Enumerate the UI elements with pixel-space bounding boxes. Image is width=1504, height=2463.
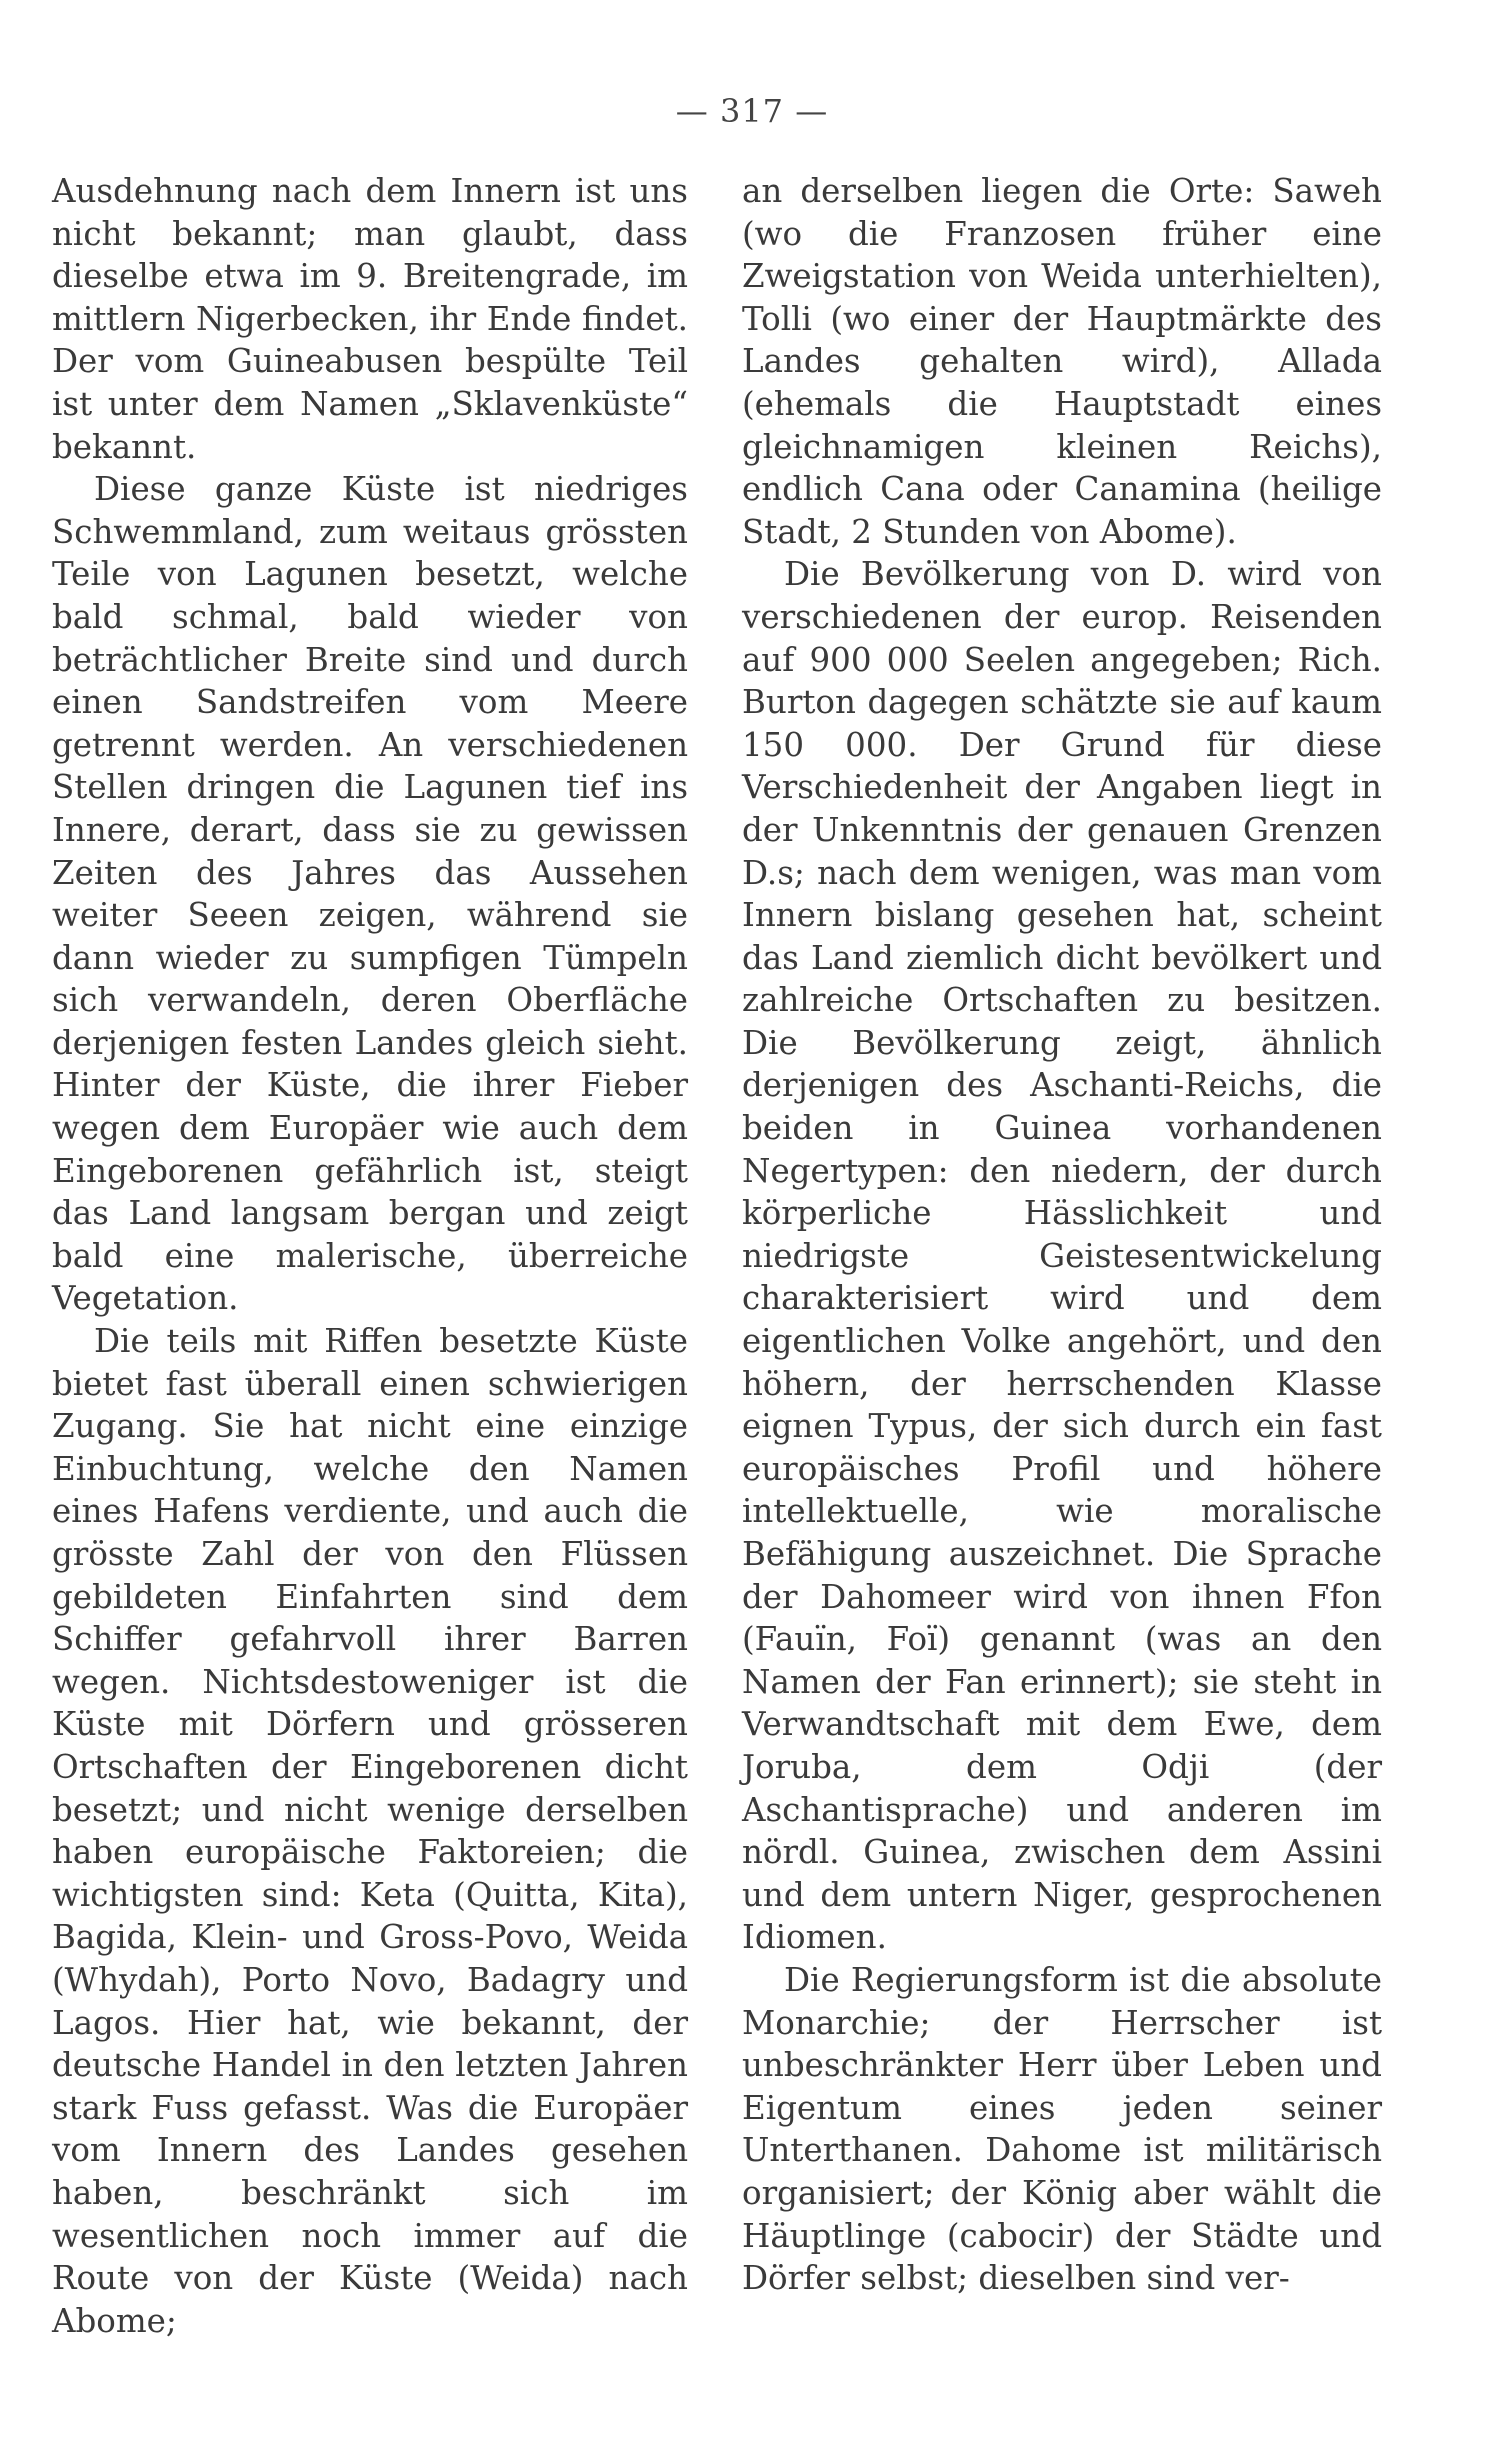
- right-text-column: [742, 170, 1382, 2300]
- paragraph: Die Bevölkerung von D. wird von verschiedenen der europ. Reisenden auf 900 000 Seelen angegeben; Rich. Burton dagegen schätzte sie auf kaum 150 000. Der Grund für diese Verschiedenheit der Angaben liegt in der Unkenntnis der genauen Grenzen D.s; nach dem wenigen, was man vom Innern bislang gesehen hat, scheint das Land ziemlich dicht bevölkert und zahlreiche Ortschaften zu besitzen. Die Bevölkerung zeigt, ähnlich derjenigen des Aschanti-Reichs, die beiden in Guinea vorhandenen Negertypen: den niedern, der durch körperliche Hässlichkeit und niedrigste Geistesentwickelung charakterisiert wird und dem eigentlichen Volke angehört, und den höhern, der herrschenden Klasse eignen Typus, der sich durch ein fast europäisches Profil und höhere intellektuelle, wie moralische Befähigung auszeichnet. Die Sprache der Dahomeer wird von ihnen Ffon (Fauïn, Foï) genannt (was an den Namen der Fan erinnert); sie steht in Verwandtschaft mit dem Ewe, dem Joruba, dem Odji (der Aschantisprache) und anderen im nördl. Guinea, zwischen dem Assini und dem untern Niger, gesprochenen Idiomen.: [742, 555, 1382, 1957]
- paragraph: Diese ganze Küste ist niedriges Schwemmland, zum weitaus grössten Teile von Lagunen besetzt, welche bald schmal, bald wieder von beträchtlicher Breite sind und durch einen Sandstreifen vom Meere getrennt werden. An verschiedenen Stellen dringen die Lagunen tief ins Innere, derart, dass sie zu gewissen Zeiten des Jahres das Aussehen weiter Seeen zeigen, während sie dann wieder zu sumpfigen Tümpeln sich verwandeln, deren Oberfläche derjenigen festen Landes gleich sieht. Hinter der Küste, die ihrer Fieber wegen dem Europäer wie auch dem Eingeborenen gefährlich ist, steigt das Land langsam bergan und zeigt bald eine malerische, überreiche Vegetation.: [52, 470, 688, 1318]
- page-number: — 317 —: [675, 92, 829, 130]
- paragraph: Die teils mit Riffen besetzte Küste bietet fast überall einen schwierigen Zugang. Sie hat nicht eine einzige Einbuchtung, welche den Namen eines Hafens verdiente, und auch die grösste Zahl der von den Flüssen gebildeten Einfahrten sind dem Schiffer gefahrvoll ihrer Barren wegen. Nichtsdestoweniger ist die Küste mit Dörfern und grösseren Ortschaften der Eingeborenen dicht besetzt; und nicht wenige derselben haben europäische Faktoreien; die wichtigsten sind: Keta (Quitta, Kita), Bagida, Klein- und Gross-Povo, Weida (Whydah), Porto Novo, Badagry und Lagos. Hier hat, wie bekannt, der deutsche Handel in den letzten Jahren stark Fuss gefasst. Was die Europäer vom Innern des Landes gesehen haben, beschränkt sich im wesentlichen noch immer auf die Route von der Küste (Weida) nach Abome;: [52, 1322, 688, 2340]
- paragraph: Die Regierungsform ist die absolute Monarchie; der Herrscher ist unbeschränkter Herr über Leben und Eigentum eines jeden seiner Unterthanen. Dahome ist militärisch organisiert; der König aber wählt die Häuptlinge (cabocir) der Städte und Dörfer selbst; dieselben sind ver-: [742, 1960, 1382, 2298]
- left-text-column: [52, 170, 688, 2342]
- paragraph: Ausdehnung nach dem Innern ist uns nicht bekannt; man glaubt, dass dieselbe etwa im 9. Breitengrade, im mittlern Nigerbecken, ihr Ende findet. Der vom Guineabusen bespülte Teil ist unter dem Namen „Sklavenküste“ bekannt.: [52, 172, 688, 466]
- paragraph: an derselben liegen die Orte: Saweh (wo die Franzosen früher eine Zweigstation von Weida unterhielten), Tolli (wo einer der Hauptmärkte des Landes gehalten wird), Allada (ehemals die Hauptstadt eines gleichnamigen kleinen Reichs), endlich Cana oder Canamina (heilige Stadt, 2 Stunden von Abome).: [742, 172, 1382, 551]
